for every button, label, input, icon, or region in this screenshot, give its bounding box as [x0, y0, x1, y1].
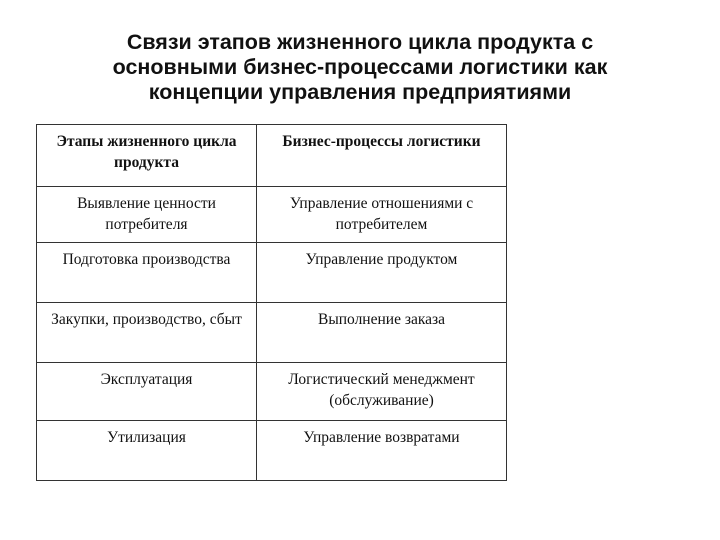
title-line-3: концепции управления предприятиями	[148, 80, 572, 104]
table-cell: Управление продуктом	[257, 243, 507, 303]
header-logistics-processes: Бизнес-процессы логистики	[257, 125, 507, 187]
title-line-2: основными бизнес-процессами логистики как	[112, 55, 608, 79]
table-cell: Утилизация	[37, 421, 257, 481]
table-row	[37, 303, 507, 363]
table-cell: Выполнение заказа	[257, 303, 507, 363]
table-row	[37, 187, 507, 243]
table-row	[37, 421, 507, 481]
title-line-1: Связи этапов жизненного цикла продукта с	[126, 30, 594, 54]
table-row	[37, 243, 507, 303]
table-cell: Управление отношениями с потребителем	[257, 187, 507, 243]
header-lifecycle-stages: Этапы жизненного цикла продукта	[37, 125, 257, 187]
table-header-row	[37, 125, 507, 187]
table-cell: Эксплуатация	[37, 363, 257, 421]
table-cell: Выявление ценности потребителя	[37, 187, 257, 243]
table-row	[37, 363, 507, 421]
table-cell: Закупки, производство, сбыт	[37, 303, 257, 363]
slide-title	[60, 30, 660, 105]
lifecycle-processes-table	[36, 124, 507, 481]
table-cell: Управление возвратами	[257, 421, 507, 481]
table-cell: Подготовка производства	[37, 243, 257, 303]
table-cell: Логистический менеджмент (обслуживание)	[257, 363, 507, 421]
